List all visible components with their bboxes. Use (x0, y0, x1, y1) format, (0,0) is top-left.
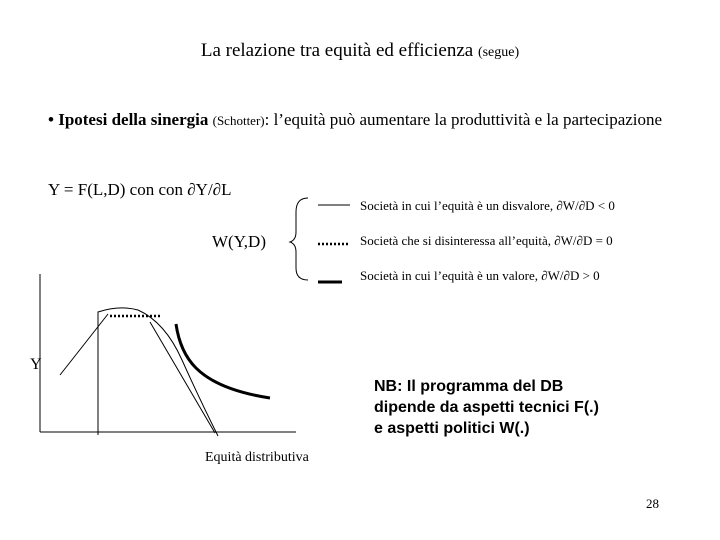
value-curve (176, 324, 270, 398)
note-line-2: dipende da aspetti tecnici F(.) (374, 399, 599, 416)
welfare-function: W(Y,D) (212, 232, 266, 251)
society-label-disvalue: Società in cui l’equità è un disvalore, ∂W/∂D < 0 (360, 198, 615, 213)
production-equation: Y = F(L,D) con con ∂Y/∂L (48, 180, 232, 199)
note-line-3: e aspetti politici W(.) (374, 420, 530, 437)
brace (290, 198, 308, 280)
disvalue-line (60, 314, 108, 375)
note-line-1: NB: Il programma del DB (374, 378, 564, 395)
title-main: La relazione tra equità ed efficienza (200, 40, 474, 61)
title-sub: (segue) (477, 45, 520, 60)
note-box (374, 376, 694, 439)
society-label-indifferent: Società che si disinteressa all’equità, ∂W/∂D = 0 (360, 233, 613, 248)
x-axis-label: Equità distributiva (205, 450, 309, 465)
society-label-value: Società in cui l’equità è un valore, ∂W/∂D > 0 (360, 268, 600, 283)
page-number: 28 (646, 496, 659, 511)
hypothesis-lead: Ipotesi della sinergia (58, 110, 209, 129)
bullet: • (48, 110, 54, 129)
y-axis-label: Y (30, 356, 42, 373)
hypothesis-text: : l’equità può aumentare la produttività e la partecipazione (264, 110, 663, 129)
hypothesis-source: (Schotter) (212, 113, 265, 128)
